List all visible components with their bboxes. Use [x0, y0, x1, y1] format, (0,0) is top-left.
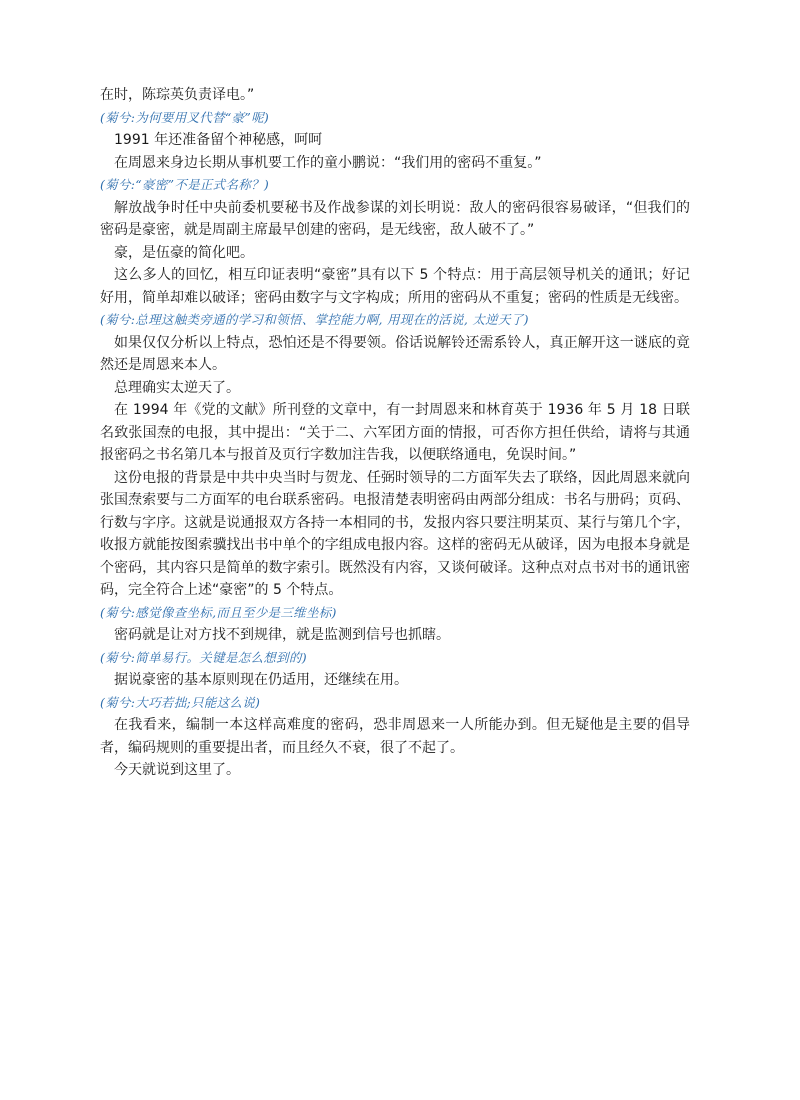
paragraph: 据说豪密的基本原则现在仍适用，还继续在用。 [114, 672, 408, 688]
paragraph: 这么多人的回忆，相互印证表明“豪密”具有以下 5 个特点：用于高层领导机关的通讯；好记好用，简单却难以破译；密码由数字与文字构成；所用的密码从不重复；密码的性质是无线密。 [100, 267, 690, 306]
paragraph: 解放战争时任中央前委机要秘书及作战参谋的刘长明说：敌人的密码很容易破译，“但我们的密码是豪密，就是周副主席最早创建的密码，是无线密，敌人破不了。” [100, 199, 690, 238]
paragraph: 这份电报的背景是中共中央当时与贺龙、任弼时领导的二方面军失去了联络，因此周恩来就向张国焘索要与二方面军的电台联系密码。电报清楚表明密码由两部分组成：书名与册码；页码、行数与字序。这就是说通报双方各持一本相同的书，发报内容只要注明某页、某行与第几个字，收报方就能按图索骥找出书中单个的字组成电报内容。这样的密码无从破译，因为电报本身就是个密码，其内容只是简单的数字索引。既然没有内容，又谈何破译。这种点对点书对书的通讯密码，完全符合上述“豪密”的 5 个特点。 [100, 469, 690, 598]
annotation-note: (菊兮:大巧若拙;只能这么说) [100, 694, 261, 710]
paragraph: 今天就说到这里了。 [114, 762, 240, 778]
annotation-note: (菊兮:“豪密”不是正式名称？) [100, 177, 270, 192]
paragraph: 如果仅仅分析以上特点，恐怕还是不得要领。俗话说解铃还需系铃人，真正解开这一谜底的竟然还是周恩来本人。 [100, 334, 690, 373]
annotation-note: (菊兮:总理这触类旁通的学习和领悟、掌控能力啊, 用现在的活说, 太逆天了) [100, 312, 529, 327]
paragraph: 在时，陈琮英负责译电。” [100, 87, 255, 103]
paragraph: 在 1994 年《党的文献》所刊登的文章中，有一封周恩来和林育英于 1936 年 5 月 18 日联名致张国焘的电报，其中提出：“关于二、六军团方面的情报，可否你方担任供给，请将与其通报密码之书名第几本与报首及页行字数加注告我，以便联络通电，免误时间。” [100, 402, 690, 463]
annotation-note: (菊兮:为何要用叉代替“豪”呢) [100, 109, 270, 125]
annotation-note: (菊兮:简单易行。关键是怎么想到的) [100, 649, 307, 665]
paragraph: 密码就是让对方找不到规律，就是监测到信号也抓瞎。 [114, 627, 450, 643]
paragraph: 总理确实太逆天了。 [114, 379, 240, 396]
paragraph: 在周恩来身边长期从事机要工作的童小鹏说：“我们用的密码不重复。” [114, 154, 542, 171]
document-body [100, 84, 690, 782]
paragraph: 豪，是伍豪的简化吧。 [114, 244, 254, 261]
annotation-note: (菊兮:感觉像查坐标,而且至少是三维坐标) [100, 604, 337, 620]
paragraph: 1991 年还准备留个神秘感，呵呵 [114, 132, 323, 148]
paragraph: 在我看来，编制一本这样高难度的密码，恐非周恩来一人所能办到。但无疑他是主要的倡导者，编码规则的重要提出者，而且经久不衰，很了不起了。 [100, 717, 690, 756]
